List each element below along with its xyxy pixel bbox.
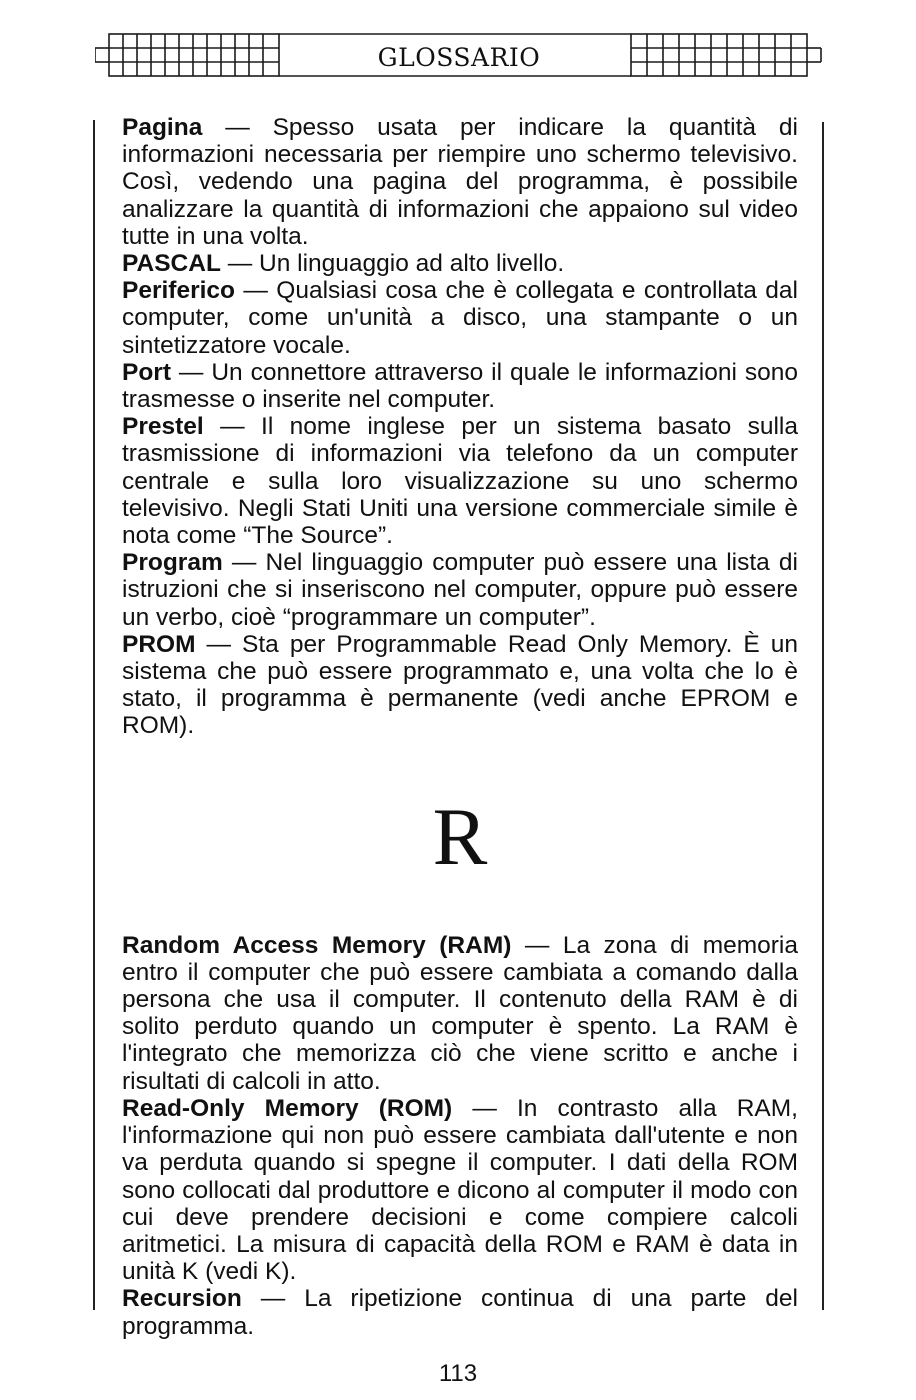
header-title: GLOSSARIO (377, 43, 541, 72)
entry-definition: — La ripetizione continua di una parte del programma. (122, 1285, 798, 1340)
page-number: 113 (438, 1360, 478, 1387)
entry-term: Port (122, 358, 171, 386)
section-p-entries (122, 114, 798, 740)
entry-term: Program (122, 549, 223, 577)
entry-term: Random Access Memory (RAM) (122, 931, 512, 959)
glossary-entry-periferico (122, 277, 798, 359)
entry-term: Pagina (122, 114, 203, 141)
entry-term: Prestel (122, 413, 204, 441)
glossary-entry-program (122, 549, 798, 631)
entry-definition: — Qualsiasi cosa che è collegata e controllata dal computer, come un'unità a disco, una stampante o un sintetizzatore vocale. (122, 277, 798, 359)
entry-term: Recursion (122, 1285, 242, 1313)
page-header (95, 30, 823, 82)
glossary-entry-pagina (122, 114, 798, 250)
glossary-entry-pascal (122, 250, 798, 277)
entry-definition: — Nel linguaggio computer può essere una lista di istruzioni che si inseriscono nel computer, oppure può essere un verbo, cioè “programmare un computer”. (122, 549, 798, 631)
entry-definition: — In contrasto alla RAM, l'informazione qui non può essere cambiata dall'utente e non va perduta quando si spegne il computer. I dati della ROM sono collocati dal produttore e dicono al computer il modo con cui deve prendere decisioni e come compiere calcoli aritmetici. La misura di capacità della ROM e RAM è data in unità K (vedi K). (122, 1094, 798, 1286)
entry-term: PROM (122, 630, 196, 658)
glossary-entry-prestel (122, 413, 798, 549)
entry-definition: — La zona di memoria entro il computer che può essere cambiata a comando dalla persona che usa il computer. Il contenuto della RAM è di solito perduto quando un computer è spento. La RAM è l'integrato che memorizza ciò che viene scritto e anche i risultati di calcoli in atto. (122, 931, 798, 1095)
entry-term: PASCAL (122, 250, 221, 278)
section-letter: R (432, 790, 488, 882)
entry-definition: — Il nome inglese per un sistema basato sulla trasmissione di informazioni via telefono da un computer centrale e sulla loro visualizzazione su uno schermo televisivo. Negli Stati Uniti una versione commerciale simile è nota come “The Source”. (122, 413, 798, 550)
glossary-entry-prom (122, 631, 798, 740)
glossary-content (122, 114, 798, 1340)
glossary-entry-ram (122, 932, 798, 1095)
entry-definition: — Un linguaggio ad alto livello. (220, 250, 565, 278)
section-r-entries (122, 932, 798, 1340)
entry-definition: — Un connettore attraverso il quale le informazioni sono trasmesse o inserite nel computer. (122, 358, 798, 414)
right-margin-rule (822, 122, 824, 1310)
entry-term: Read-Only Memory (ROM) (122, 1094, 453, 1122)
glossary-entry-recursion (122, 1285, 798, 1339)
left-margin-rule (93, 120, 95, 1310)
glossary-entry-rom (122, 1095, 798, 1285)
entry-definition: — Sta per Programmable Read Only Memory. È un sistema che può essere programmato e, una volta che lo è stato, il programma è permanente (vedi anche EPROM e ROM). (122, 630, 798, 740)
entry-term: Periferico (122, 277, 236, 305)
entry-definition: — Spesso usata per indicare la quantità di informazioni necessaria per riempire uno schermo televisivo. Così, vedendo una pagina del programma, è possibile analizzare la quantità di informazioni che appaiono sul video tutte in una volta. (122, 114, 798, 250)
glossary-entry-port (122, 359, 798, 413)
